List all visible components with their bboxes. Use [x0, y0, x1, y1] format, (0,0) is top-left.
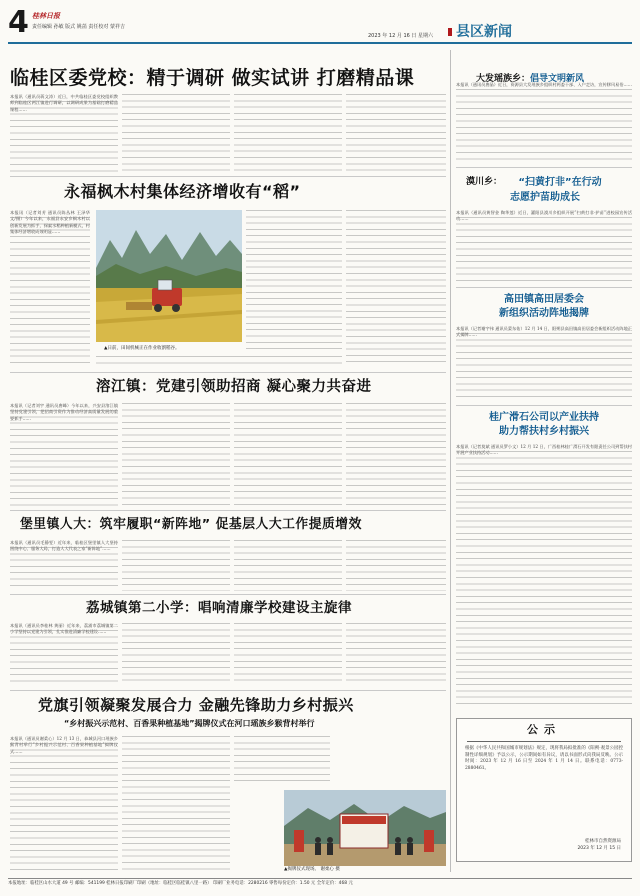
harvest-photo-caption: ▲日前，田间机械正在作业收割稻谷。	[104, 346, 180, 351]
headline-gaotian-1: 高田镇高田居委会	[504, 294, 584, 305]
footer: 本报地址：临桂区山水大道 49 号 邮编：541199 桂林日报印刷厂印刷（地址：临桂区临桂镇八里一路） 印刷厂业务电话：2280216 零售每份定价：1.50 元 全年定价：468 元	[8, 878, 632, 890]
headline-yongfu: 永福枫木村集体经济增收有“稻”	[64, 182, 301, 201]
section-title: 县区新闻	[456, 24, 512, 40]
section-marker	[448, 28, 452, 36]
lead-gaotian: 本报讯（记者谢宇伟 通讯员蒙东佑）12 月 14 日，阳朔县高田镇高田居委会新组织活动阵地正式揭牌……	[456, 326, 632, 338]
staff-line: 责任编辑 孙敏 版式 姚菡 责任校对 蒙祥吉	[32, 24, 125, 30]
xiguang-label: 漠川乡：	[466, 177, 503, 187]
headline-gaotian-2: 新组织活动阵地揭牌	[499, 308, 589, 319]
notice-signature: 桂林市自然资源局	[585, 839, 621, 844]
headline-liqing: 荔城镇第二小学：唱响清廉学校建设主旋律	[86, 600, 352, 616]
ceremony-photo-caption: ▲揭牌仪式现场。 谢柔心 摄	[284, 867, 340, 872]
paper-logo: 桂林日报	[32, 11, 60, 20]
lead-party: 本报讯（通讯员谢柔心）12 月 13 日，恭城县河口瑶族乡猴背村举行“乡村振兴示范村、百香果种植基地”揭牌仪式……	[10, 736, 118, 754]
headline-guilin-company-2: 助力帮扶村乡村振兴	[499, 426, 589, 437]
lead-yongfu: 本报讯（记者刘芳 通讯员陈丛林 王泽华 文/摄）今年以来，永福县永安乡枫木村以创新发展为抓手，探索水稻种植新模式，村集体经济增收成效明显……	[10, 210, 90, 234]
lead-lingui: 本报讯（通讯员蒋文涛）近日，中共临桂区委党校组织教师到临桂区两江镇进行调研，以调研成果为基础打磨精品课程……	[10, 94, 118, 112]
headline-rongjiang: 溶江镇：党建引领助招商 凝心聚力共奋进	[96, 379, 372, 395]
public-notice	[456, 718, 632, 862]
headline-lingui: 临桂区委党校：精于调研 做实试讲 打磨精品课	[10, 67, 415, 89]
harvest-photo	[96, 210, 242, 342]
lead-xiguang: 本报讯（通讯员黄智金 陶华莲）近日，灌阳县漠川乡组织开展“扫黄打非·护苗”进校园宣传活动……	[456, 210, 632, 222]
subhead-party: “乡村振兴示范村、百香果种植基地”揭牌仪式在河口瑶族乡猴背村举行	[64, 719, 315, 728]
headline-baoli: 堡里镇人大：筑牢履职“新阵地” 促基层人大工作提质增效	[20, 517, 362, 532]
lead-dafa: 本报讯（通讯员唐晶）近日，资源县大发瑶族乡组织村两委干部、入户走访，宣传移风易俗……	[456, 82, 632, 87]
headline-xiguang-2: 志愿护苗助成长	[510, 192, 580, 203]
ceremony-photo	[284, 790, 446, 866]
date-line: 2023 年 12 月 16 日 星期六	[368, 33, 433, 39]
lead-rongjiang: 本报讯（记者刘宇 通讯员唐峰）今年以来，兴安县溶江镇坚持党建引领，把招商引资作为推动经济高质量发展的重要抓手……	[10, 403, 118, 421]
lead-guilin-company: 本报讯（记者莫斌 通讯员罗小文）12 月 12 日，广西桂林桂广滑石开发有限责任公司到帮扶村开展产业扶持活动……	[456, 444, 632, 456]
dafa-label: 大发瑶族乡：	[476, 74, 531, 84]
page-number: 4	[8, 5, 29, 40]
masthead	[8, 6, 632, 46]
column-divider	[450, 50, 451, 872]
masthead-rule	[8, 42, 632, 44]
notice-body: 根据《中华人民共和国城市规划法》规定，现将我局拟批准的《阳朔·观景公园控制性详细规划》予以公示，公示期间如有异议，请以书面形式向我局反映。公示时间：2023 年 12 月 16 日至 2024 年 1 月 14 日。联系电话：0773-2880461。	[465, 746, 623, 771]
notice-title: 公示	[527, 723, 561, 736]
headline-party: 党旗引领凝聚发展合力 金融先锋助力乡村振兴	[38, 696, 354, 714]
notice-date: 2023 年 12 月 15 日	[577, 846, 621, 851]
headline-xiguang-1: “扫黄打非”在行动	[518, 177, 602, 188]
lead-liqing: 本报讯（通讯员李桂林 黄丽）近年来，荔浦市荔城镇第二小学坚持以党建为引领，扎实推进清廉学校建设……	[10, 623, 118, 635]
lead-baoli: 本报讯（通讯员毛静雯）近年来，临桂区堡里镇人大坚持围绕中心、服务大局，打造人大代表之家“新阵地”……	[10, 540, 118, 552]
headline-dafa: 倡导文明新风	[530, 74, 585, 84]
headline-guilin-company-1: 桂广滑石公司以产业扶持	[489, 412, 599, 423]
